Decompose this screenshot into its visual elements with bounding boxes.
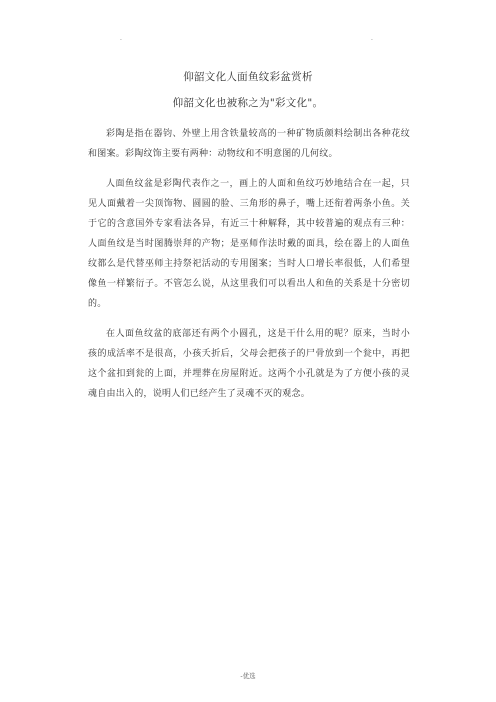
document-body [88, 124, 410, 414]
paragraph-1: 彩陶是指在器钧、外壁上用含铁量较高的一种矿物质颜料绘制出各种花纹和图案。彩陶纹饰主要有两种：动物纹和不明意图的几何纹。 [88, 129, 410, 159]
page-footer: -优选 [240, 672, 256, 680]
header-mark-right: . [371, 35, 373, 42]
paragraph-2: 人面鱼纹盆是彩陶代表作之一，画上的人面和鱼纹巧妙地结合在一起，只见人面戴着一尖顶饰物、圆圆的脸、三角形的鼻子，嘴上还衔着两条小鱼。关于它的含意国外专家看法各异，有近三十种解释，其中较普遍的观点有三种：人面鱼纹是当时图腾崇拜的产物；是巫师作法时戴的面具，绘在器上的人面鱼纹都么是代替巫师主持祭祀活动的专用图案；当时人口增长率很低，人们希望像鱼一样繁衍子。不管怎么说，从这里我们可以看出人和鱼的关系是十分密切的。 [88, 179, 410, 309]
paragraph-3: 在人面鱼纹盆的底部还有两个小圆孔，这是干什么用的呢？原来，当时小孩的成活率不是很高，小孩夭折后，父母会把孩子的尸骨放到一个瓮中，再把这个盆扣到瓮的上面，并埋葬在房屋附近。这两个小孔就是为了方便小孩的灵魂自由出入的，说明人们已经产生了灵魂不灭的观念。 [88, 329, 410, 399]
header-mark-left: . [120, 35, 122, 42]
document-subtitle: 仰韶文化也被称之为"彩文化"。 [172, 97, 324, 109]
document-title: 仰韶文化人面鱼纹彩盆赏析 [183, 71, 313, 83]
